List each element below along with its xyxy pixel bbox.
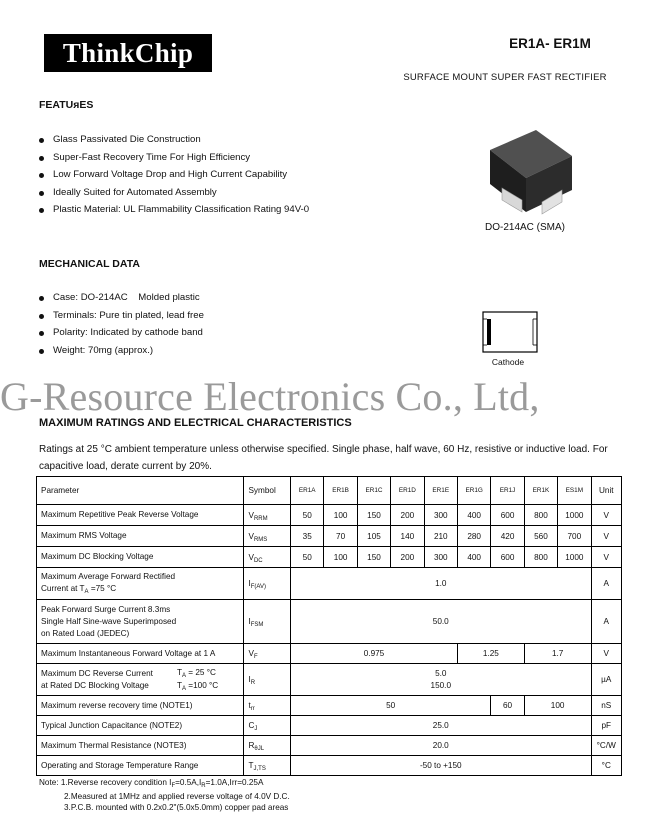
table-row: Maximum Thermal Resistance (NOTE3) $R_{\theta JL}$ 20.0 °C/W xyxy=(37,736,622,756)
bullet-icon xyxy=(39,349,44,354)
note-3: 3.P.C.B. mounted with 0.2x0.2"(5.0x5.0mm) copper pad areas xyxy=(64,803,289,812)
header-part: ER1C xyxy=(357,477,390,505)
list-item: Polarity: Indicated by cathode band xyxy=(37,324,417,342)
header-unit: Unit xyxy=(591,477,621,505)
bullet-icon xyxy=(39,173,44,178)
watermark-text: G-Resource Electronics Co., Ltd, xyxy=(0,374,540,419)
header-part: ER1A xyxy=(291,477,324,505)
list-item: Ideally Suited for Automated Assembly xyxy=(37,184,417,202)
mechanical-list xyxy=(37,289,417,359)
table-row: Maximum reverse recovery time (NOTE1) $t_{rr}$ 50 60 100 nS xyxy=(37,696,622,716)
ratings-table xyxy=(36,476,622,776)
bullet-icon xyxy=(39,296,44,301)
header-part: ER1G xyxy=(457,477,490,505)
header-parameter: Parameter xyxy=(37,477,244,505)
header-part: ER1J xyxy=(491,477,524,505)
header-part: ER1D xyxy=(391,477,424,505)
package-label: DO-214AC (SMA) xyxy=(484,222,565,233)
header-part: ER1E xyxy=(424,477,457,505)
thinkchip-logo: ThinkChip xyxy=(44,34,212,72)
part-range-title: ER1A- ER1M xyxy=(509,36,591,51)
note-1: Note: 1.Reverse recovery condition $I_F=0.5A,I_R=1.0A,Irr=0.25A$ xyxy=(39,778,264,789)
list-item: Weight: 70mg (approx.) xyxy=(37,342,417,360)
ratings-title: MAXIMUM RATINGS AND ELECTRICAL CHARACTERISTICS xyxy=(39,417,352,429)
mechanical-title: MECHANICAL DATA xyxy=(39,258,140,270)
features-title: FEATUᴙES xyxy=(39,99,94,111)
list-item: Terminals: Pure tin plated, lead free xyxy=(37,307,417,325)
table-row: Maximum Instantaneous Forward Voltage at 1 A $V_F$ 0.975 1.25 1.7 V xyxy=(37,644,622,664)
table-row: Maximum RMS Voltage $V_{RMS}$ 35 70 105 140 210 280 420 560 700 V xyxy=(37,526,622,547)
table-row: Typical Junction Capacitance (NOTE2) $C_J$ 25.0 pF xyxy=(37,716,622,736)
table-row: Maximum DC Reverse Current at Rated DC Blocking Voltage $T_A = 25$ °C $T_A =100$ °C $I_R$ 5.0 150.0 µA xyxy=(37,664,622,696)
notes xyxy=(39,777,290,814)
table-row: Maximum Repetitive Peak Reverse Voltage $V_{RRM}$ 50 100 150 200 300 400 600 800 1000 V xyxy=(37,505,622,526)
header-part: ER1B xyxy=(324,477,357,505)
list-item: Plastic Material: UL Flammability Classification Rating 94V-0 xyxy=(37,201,417,219)
ratings-note: Ratings at 25 °C ambient temperature unless otherwise specified. Single phase, half wave, 60 Hz, resistive or inductive load. For capacitive load, derate current by 20%. xyxy=(39,444,608,472)
header-part: ER1K xyxy=(524,477,557,505)
bullet-icon xyxy=(39,156,44,161)
note-2: 2.Measured at 1MHz and applied reverse voltage of 4.0V D.C. xyxy=(64,791,290,801)
table-row: Maximum DC Blocking Voltage $V_{DC}$ 50 100 150 200 300 400 600 800 1000 V xyxy=(37,547,622,568)
bullet-icon xyxy=(39,208,44,213)
features-list xyxy=(37,131,417,219)
list-item: Glass Passivated Die Construction xyxy=(37,131,417,149)
header-part: ES1M xyxy=(558,477,591,505)
list-item: Low Forward Voltage Drop and High Current Capability xyxy=(37,166,417,184)
bullet-icon xyxy=(39,138,44,143)
table-row: Maximum Average Forward Rectified Current at $T_A =75$ °C $I_{F(AV)}$ 1.0 A xyxy=(37,568,622,600)
table-row: Peak Forward Surge Current 8.3ms Single Half Sine-wave Superimposed on Rated Load (JEDEC) $I_{FSM}$ 50.0 A xyxy=(37,600,622,644)
product-subtitle: SURFACE MOUNT SUPER FAST RECTIFIER xyxy=(403,72,607,83)
bullet-icon xyxy=(39,191,44,196)
list-item: Super-Fast Recovery Time For High Efficiency xyxy=(37,149,417,167)
bullet-icon xyxy=(39,314,44,319)
list-item: Case: DO-214AC Molded plastic xyxy=(37,289,417,307)
sma-outline-drawing-icon xyxy=(482,311,538,353)
bullet-icon xyxy=(39,331,44,336)
header-symbol: Symbol xyxy=(244,477,291,505)
cathode-label: Cathode xyxy=(491,357,525,367)
table-header-row xyxy=(37,477,622,505)
sma-package-photo-icon xyxy=(482,128,578,218)
table-row: Operating and Storage Temperature Range $T_{J,TS}$ -50 to +150 °C xyxy=(37,756,622,776)
